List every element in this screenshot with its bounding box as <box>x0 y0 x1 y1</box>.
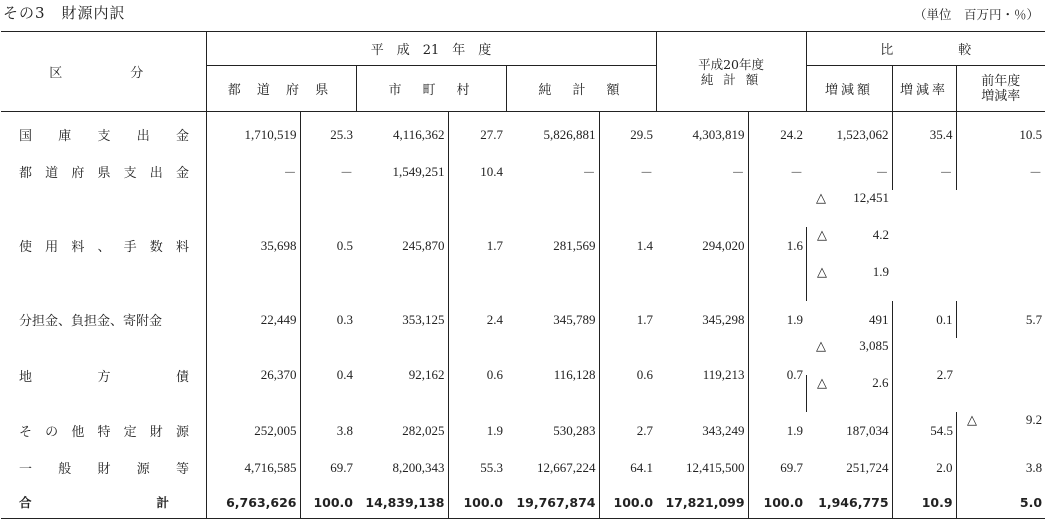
table-row <box>1 449 1045 486</box>
header-fiscal-year: 平 成 21 年 度 <box>206 32 656 66</box>
table-cell: 343,249 <box>702 422 745 438</box>
table-cell: 64.1 <box>599 449 656 486</box>
table-cell: △ 12,451 <box>816 190 890 205</box>
page-title: その3 財源内訳 <box>3 4 126 22</box>
header-h20-net-total <box>656 32 806 112</box>
table-cell: 0.6 <box>599 338 656 412</box>
table-cell: 245,870 <box>402 237 445 253</box>
table-cell: 1,946,775 <box>818 494 889 510</box>
table-cell: 0.5 <box>300 190 356 301</box>
row-label: そ の 他 特 定 財 源 <box>19 425 189 440</box>
table-row <box>1 112 1045 154</box>
total-row <box>1 486 1045 519</box>
table-cell: 2.7 <box>892 338 956 412</box>
table-cell: 116,128 <box>553 367 596 382</box>
table-cell: 1,710,519 <box>206 112 300 154</box>
header-kubun: 区 分 <box>1 32 206 112</box>
table-cell: 54.5 <box>892 412 956 449</box>
table-cell: － <box>206 153 300 190</box>
table-cell: 345,789 <box>553 311 596 327</box>
header-municipality: 市 町 村 <box>356 66 506 112</box>
table-cell: 10.5 <box>956 112 1045 154</box>
table-cell: 251,724 <box>846 459 889 475</box>
table-cell: － <box>748 153 806 190</box>
table-cell: 10.4 <box>448 153 506 190</box>
table-cell: 1.4 <box>599 190 656 301</box>
table-cell: 252,005 <box>206 412 300 449</box>
unit-note: （単位 百万円・％） <box>913 7 1039 22</box>
table-cell: 1.9 <box>748 412 806 449</box>
table-cell: 1.7 <box>448 190 506 301</box>
row-label: 都 道 府 県 支 出 金 <box>19 166 189 181</box>
table-cell: 3.8 <box>300 412 356 449</box>
table-cell: 17,821,099 <box>665 494 745 510</box>
table-cell: 1.9 <box>448 412 506 449</box>
table-cell: 19,767,874 <box>516 494 596 510</box>
table-cell: 0.6 <box>448 338 506 412</box>
table-cell: 8,200,343 <box>392 459 445 475</box>
row-label: 国 庫 支 出 金 <box>19 129 189 144</box>
header-diff: 増減額 <box>806 66 892 112</box>
table-cell: － <box>582 165 596 180</box>
table-cell: － <box>731 165 745 180</box>
table-cell: 0.1 <box>892 301 956 338</box>
table-cell: 1,549,251 <box>392 163 445 179</box>
table-cell: 69.7 <box>300 449 356 486</box>
table-row <box>1 153 1045 190</box>
table-cell: △ 4.2 <box>806 227 892 264</box>
row-label: 使 用 料 、 手 数 料 <box>19 240 189 255</box>
table-cell: △ 3,085 <box>816 338 889 353</box>
table-cell: 26,370 <box>206 338 300 412</box>
table-row <box>1 338 1045 412</box>
revenue-breakdown-table <box>1 31 1045 519</box>
table-row <box>1 190 1045 301</box>
table-cell: 24.2 <box>748 112 806 154</box>
table-cell: 1,523,062 <box>836 126 889 142</box>
table-cell: 3.8 <box>956 449 1045 486</box>
table-row <box>1 301 1045 338</box>
table-cell: 6,763,626 <box>206 486 300 519</box>
table-cell: 5,826,881 <box>543 126 596 142</box>
header-compare: 比 較 <box>806 32 1045 66</box>
table-cell: 0.3 <box>300 301 356 338</box>
table-cell: 100.0 <box>748 486 806 519</box>
row-label: 地 方 債 <box>19 369 189 385</box>
header-prev-line2: 増減率 <box>981 88 1021 104</box>
table-cell: 29.5 <box>599 112 656 154</box>
table-cell: 4,303,819 <box>692 126 745 142</box>
header-rate: 増減率 <box>892 66 956 112</box>
header-prev-line1: 前年度 <box>981 73 1021 89</box>
table-cell: 92,162 <box>408 367 445 382</box>
table-cell: 4,716,585 <box>206 449 300 486</box>
header-prev-rate <box>956 66 1045 112</box>
table-cell: 12,667,224 <box>537 459 596 475</box>
table-cell: 5.0 <box>956 486 1045 519</box>
table-cell: 35.4 <box>892 112 956 154</box>
table-cell: 281,569 <box>553 237 596 253</box>
table-cell: 22,449 <box>206 301 300 338</box>
table-cell: 187,034 <box>846 422 889 438</box>
table-cell: 5.7 <box>956 301 1045 338</box>
table-cell: 282,025 <box>402 422 445 438</box>
table-cell: 2.7 <box>599 412 656 449</box>
table-cell: △ 9.2 <box>956 412 1045 449</box>
table-row <box>1 412 1045 449</box>
header-net-total: 純 計 額 <box>506 66 656 112</box>
table-cell: 1.6 <box>748 190 806 301</box>
table-cell: 1.7 <box>599 301 656 338</box>
header-prefecture: 都 道 府 県 <box>206 66 356 112</box>
table-cell: △ 1.9 <box>806 264 892 301</box>
header-h20-line1: 平成20年度 <box>698 56 764 72</box>
table-cell: － <box>599 153 656 190</box>
row-label: 合 計 <box>19 495 169 510</box>
table-cell: 55.3 <box>448 449 506 486</box>
table-cell: 69.7 <box>748 449 806 486</box>
table-cell: － <box>956 153 1045 190</box>
table-cell: 10.9 <box>892 486 956 519</box>
table-cell: 14,839,138 <box>365 494 445 510</box>
table-cell: － <box>300 153 356 190</box>
header-h20-line2: 純 計 額 <box>700 71 762 87</box>
table-cell: 4,116,362 <box>392 126 445 142</box>
table-cell: 491 <box>869 311 889 327</box>
table-cell: 2.4 <box>448 301 506 338</box>
table-cell: 0.4 <box>300 338 356 412</box>
table-cell: 100.0 <box>300 486 356 519</box>
table-cell: 0.7 <box>748 338 806 412</box>
table-cell: 119,213 <box>702 367 745 382</box>
table-cell: △ 2.6 <box>806 375 892 412</box>
table-cell: 25.3 <box>300 112 356 154</box>
table-cell: － <box>892 153 956 190</box>
table-cell: 353,125 <box>402 311 445 327</box>
table-cell: 27.7 <box>448 112 506 154</box>
table-cell: 12,415,500 <box>686 459 745 475</box>
table-cell: 100.0 <box>448 486 506 519</box>
table-cell: － <box>875 165 889 180</box>
table-cell: 100.0 <box>599 486 656 519</box>
table-cell: 35,698 <box>206 190 300 301</box>
table-cell: 530,283 <box>553 422 596 438</box>
table-cell: 2.0 <box>892 449 956 486</box>
row-label: 分担金、負担金、寄附金 <box>19 314 163 329</box>
table-cell: 1.9 <box>748 301 806 338</box>
row-label: 一 般 財 源 等 <box>19 462 189 477</box>
table-cell: 345,298 <box>702 311 745 327</box>
table-cell: 294,020 <box>702 237 745 253</box>
